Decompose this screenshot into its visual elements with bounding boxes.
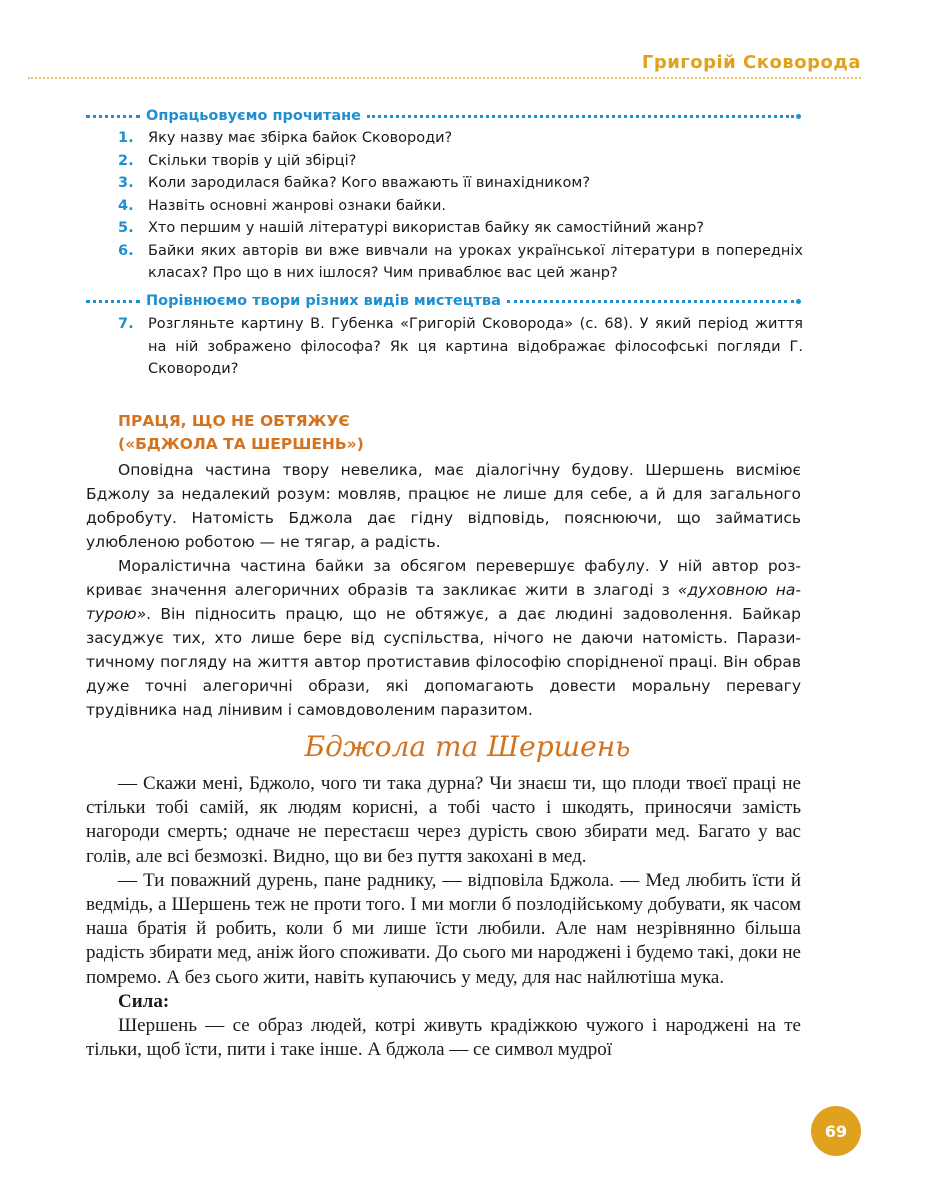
section-heading-label: Опрацьовуємо прочитане bbox=[146, 108, 361, 124]
analysis-paragraph-2 bbox=[86, 554, 801, 722]
question-item bbox=[118, 150, 803, 173]
question-number: 6. bbox=[118, 242, 134, 259]
subheading-line-2: («БДЖОЛА ТА ШЕРШЕНЬ») bbox=[118, 435, 364, 453]
question-item bbox=[118, 240, 803, 285]
question-item bbox=[118, 127, 803, 150]
fable-text bbox=[86, 772, 801, 1062]
italic-quote: «духовною натурою» bbox=[86, 581, 801, 623]
analysis-text bbox=[86, 458, 801, 722]
question-item bbox=[118, 172, 803, 195]
fable-paragraph-3: Шершень — се образ людей, котрі живуть крадіжкою чужого і народжені на те тільки, щоб їсти, пити і таке інше. А бджола — се символ мудрої bbox=[86, 1015, 801, 1061]
paragraph-text: . Він підносить працю, що не обтяжує, а дає людині задоволення. Байкар засуджує тих, хто лише бере від суспільства, нічого не даючи натомість. Паразитичному погляду на життя автор протиставив філософію спорідненої праці. Він обрав дуже точні алегоричні образи, які допомагають довести моральну перевагу трудівника над лінивим і самовдоволеним паразитом. bbox=[86, 605, 801, 719]
subheading-line-1: ПРАЦЯ, ЩО НЕ ОБТЯЖУЄ bbox=[118, 412, 350, 430]
section-heading-compare bbox=[86, 290, 801, 312]
fable-moral-label: Сила: bbox=[118, 990, 170, 1012]
heading-dots-right bbox=[507, 300, 794, 303]
heading-end-dot bbox=[796, 114, 801, 119]
question-text: Коли зародилася байка? Кого вважають її винахідником? bbox=[148, 175, 591, 191]
question-text: Назвіть основні жанрові ознаки байки. bbox=[148, 197, 447, 214]
question-list-2 bbox=[118, 313, 803, 381]
question-text: Яку назву має збірка байок Сковороди? bbox=[148, 130, 453, 146]
header-dotted-rule bbox=[28, 77, 861, 79]
question-list-1 bbox=[118, 127, 803, 285]
question-item bbox=[118, 217, 803, 240]
question-text: Розгляньте картину В. Губенка «Григорій Сковорода» (с. 68). У який період життя на ній зображено філософа? Як ця картина відображає філософські погляди Г. Сковороди? bbox=[148, 316, 803, 377]
fable-title: Бджола та Шершень bbox=[304, 730, 631, 763]
heading-dots-left bbox=[86, 300, 140, 303]
running-header-title: Григорій Сковорода bbox=[641, 52, 861, 73]
question-number: 4. bbox=[118, 197, 134, 214]
heading-dots-right bbox=[367, 115, 794, 118]
page-number-badge: 69 bbox=[811, 1106, 861, 1156]
analysis-paragraph-1: Оповідна частина твору невелика, має діалогічну будову. Шершень висміює Бджолу за недалекий розум: мовляв, працює не лише для себе, а й для загального добробуту. Натомість Бджола дає гідну відповідь, пояснюючи, що займатись улюбленою роботою — не тягар, а радість. bbox=[86, 461, 801, 551]
question-number: 5. bbox=[118, 220, 134, 236]
question-number: 3. bbox=[118, 175, 134, 191]
question-number: 1. bbox=[118, 130, 134, 146]
question-number: 2. bbox=[118, 152, 134, 169]
question-text: Скільки творів у цій збірці? bbox=[148, 152, 357, 169]
fable-paragraph-1: — Скажи мені, Бджоло, чого ти така дурна? Чи знаєш ти, що плоди твоєї праці не стільки тобі самій, як людям корисні, а тобі часто і шкодять, приносячи замість нагороди смерть; одначе не перестаєш через дурість свою збирати мед. Багато у вас голів, але всі безмозкі. Видно, що ви без пуття закохані в мед. bbox=[86, 773, 801, 867]
question-number: 7. bbox=[118, 316, 134, 332]
question-item bbox=[118, 313, 803, 381]
section-heading-review bbox=[86, 105, 801, 127]
section-heading-label: Порівнюємо твори різних видів мистецтва bbox=[146, 293, 501, 309]
fable-paragraph-2: — Ти поважний дурень, пане раднику, — відповіла Бджола. — Мед любить їсти й ведмідь, а Шершень теж не проти того. І ми могли б позлодійському добувати, як часом наша братія й робить, коли б ми лише їсти любили. Але нам незрівнянно більша радість збирати мед, аніж його споживати. До сього ми народжені і будемо такі, доки не помремо. А без сього жити, навіть купаючись у меду, для нас найлютіша мука. bbox=[86, 869, 801, 988]
paragraph-text: Моралістична частина байки за обсягом перевершує фабулу. У ній автор розкриває значення алегоричних образів та закликає жити в злагоді з bbox=[86, 557, 801, 599]
heading-end-dot bbox=[796, 299, 801, 304]
question-text: Хто першим у нашій літературі використав байку як самостійний жанр? bbox=[148, 220, 704, 236]
heading-dots-left bbox=[86, 115, 140, 118]
question-text: Байки яких авторів ви вже вивчали на уроках української літератури в попередніх класах? Про що в них ішлося? Чим приваблює вас цей жанр? bbox=[148, 242, 803, 281]
question-item bbox=[118, 195, 803, 218]
article-subheading bbox=[118, 410, 364, 456]
